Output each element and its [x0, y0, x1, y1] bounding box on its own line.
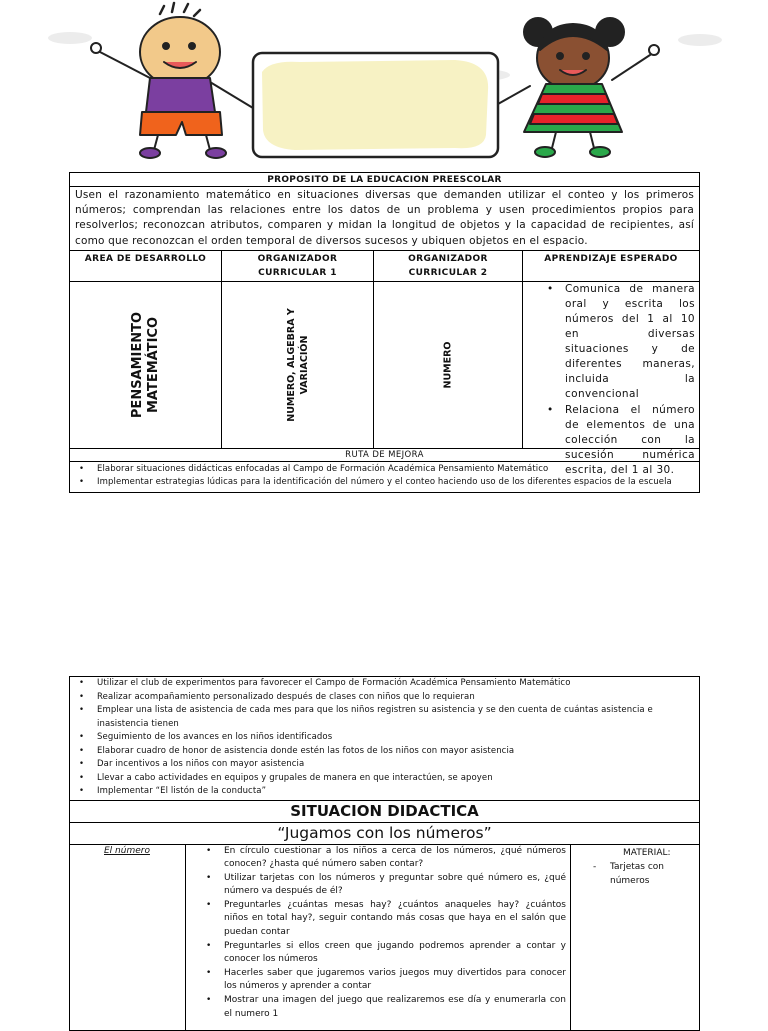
situacion-name: “Jugamos con los números”	[277, 823, 492, 842]
organizador-2-value: NUMERO	[442, 341, 454, 389]
activity-item: • En círculo cuestionar a los niños a cerca de los números, ¿qué números conocen? ¿hasta qué número saben contar?	[206, 845, 566, 872]
topic-cell: El número	[70, 845, 186, 1030]
organizador-2-header: ORGANIZADOR CURRICULAR 2	[374, 251, 523, 281]
ruta-mejora-cell	[70, 462, 699, 492]
ruta-item: • Seguimiento de los avances en los niños identificados	[79, 731, 696, 745]
ruta-item: • Dar incentivos a los niños con mayor asistencia	[79, 758, 696, 772]
situacion-body-row	[70, 845, 699, 1030]
aprendizaje-item: • Relaciona el número de elementos de una colección con la sucesión numérica escrita, del 1 al 30.	[547, 403, 695, 478]
ruta-mejora-list	[70, 463, 696, 490]
ruta-item: • Elaborar situaciones didácticas enfocadas al Campo de Formación Académica Pensamiento Matemático	[79, 463, 696, 477]
ruta-item: • Implementar estrategias lúdicas para la identificación del número y el conteo haciendo uso de los diferentes espacios de la escuela	[79, 476, 696, 490]
ruta-mejora-title: RUTA DE MEJORA	[345, 449, 424, 460]
aprendizaje-item: • Comunica de manera oral y escrita los números del 1 al 10 en diversas situaciones y de diferentes maneras, incluida la convencional	[547, 282, 695, 403]
ruta-item: • Utilizar el club de experimentos para favorecer el Campo de Formación Académica Pensamiento Matemático	[79, 677, 696, 691]
material-cell	[571, 845, 699, 1030]
activities-cell	[186, 845, 571, 1030]
girl-illustration	[498, 18, 659, 157]
activity-item: • Preguntarles ¿cuántas mesas hay? ¿cuántos anaqueles hay? ¿cuántos niños en total hay?, seguir contando más cosas que haya en el salón que puedan contar	[206, 899, 566, 940]
material-dash: -	[593, 861, 597, 872]
material-item	[571, 860, 699, 888]
columns-header-row	[70, 251, 699, 282]
activity-item: • Preguntarles si ellos creen que jugando podremos aprender a contar y conocer los números	[206, 940, 566, 967]
ruta-item: • Elaborar cuadro de honor de asistencia donde estén las fotos de los niños con mayor asistencia	[79, 745, 696, 759]
proposito-table	[69, 172, 700, 493]
aprendizaje-header: APRENDIZAJE ESPERADO	[544, 253, 678, 264]
proposito-text: Usen el razonamiento matemático en situaciones diversas que demanden utilizar el conteo y los primeros números; comprendan las relaciones entre los datos de un problema y usen procedimientos propios para resolverlos; reconozcan atributos, comparen y midan la longitud de objetos y la capacidad de recipientes, así como que reconozcan el orden temporal de diversos sucesos y ubiquen objetos en el espacio.	[75, 189, 694, 247]
activity-item: • Utilizar tarjetas con los números y preguntar sobre qué número es, ¿qué número va después de él?	[206, 872, 566, 899]
aprendizaje-list	[529, 282, 695, 478]
activities-list	[186, 845, 566, 1022]
organizador-1-value: NUMERO, ALGEBRA Y VARIACIÓN	[285, 308, 310, 422]
ruta-continuation-list	[70, 677, 696, 799]
header-illustration	[0, 0, 768, 170]
ruta-item: • Implementar “El listón de la conducta”	[79, 785, 696, 799]
activity-item: • Hacerles saber que jugaremos varios juegos muy divertidos para conocer los números y aprender a contar	[206, 967, 566, 994]
organizador-1-value-cell	[222, 282, 374, 448]
proposito-title: PROPOSITO DE LA EDUCACION PREESCOLAR	[267, 175, 502, 185]
ruta-item: • Realizar acompañamiento personalizado después de clases con niños que lo requieran	[79, 691, 696, 705]
material-item-label: Tarjetas con números	[610, 861, 665, 886]
area-value-cell	[70, 282, 222, 448]
organizador-1-header: ORGANIZADOR CURRICULAR 1	[222, 251, 374, 281]
boy-illustration	[91, 3, 253, 158]
ruta-item: • Llevar a cabo actividades en equipos y grupales de manera en que interactúen, se apoyen	[79, 772, 696, 786]
organizador-2-value-cell	[374, 282, 523, 448]
ruta-item: • Emplear una lista de asistencia de cada mes para que los niños registren su asistencia y se den cuenta de cuántas asistencia e inasistencia tienen	[79, 704, 696, 731]
situacion-table	[69, 676, 700, 1031]
aprendizaje-value-cell	[523, 282, 699, 476]
area-header: AREA DE DESARROLLO	[70, 251, 222, 281]
activity-item: • Mostrar una imagen del juego que realizaremos ese día y enumerarla con el numero 1	[206, 994, 566, 1021]
blank-sign-board	[253, 53, 498, 157]
material-title: MATERIAL:	[623, 847, 671, 858]
ruta-continuation-cell	[70, 677, 699, 800]
situacion-didactica-title: SITUACION DIDACTICA	[290, 801, 479, 820]
area-value: PENSAMIENTO MATEMÁTICO	[129, 311, 161, 418]
